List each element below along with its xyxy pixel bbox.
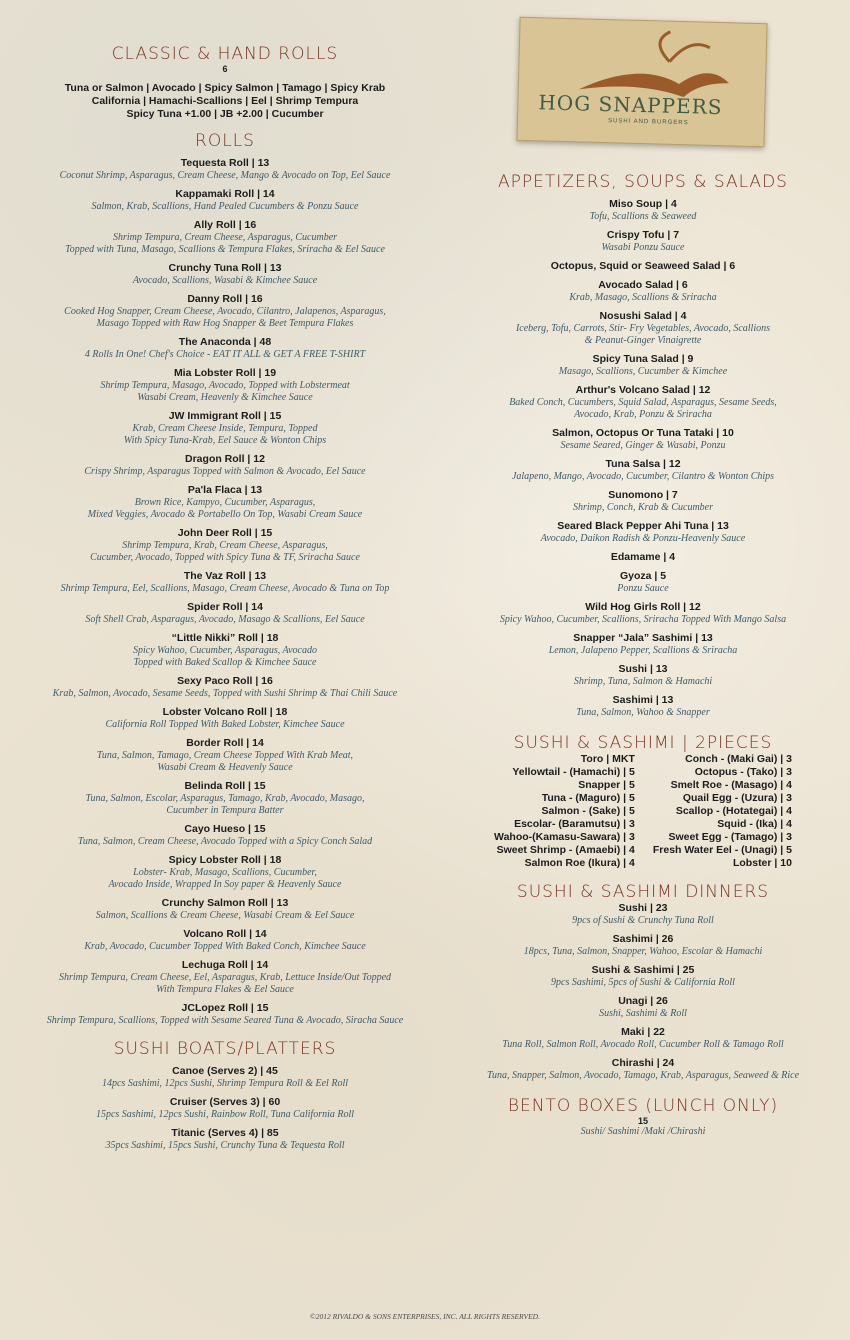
sashimi-item: Conch - (Maki Gai) | 3 [685, 753, 792, 765]
menu-item-description: Brown Rice, Kampyo, Cucumber, Asparagus, Mixed Veggies, Avocado & Portabello On Top, Wasabi Cream Sauce [87, 497, 363, 520]
menu-item [10, 780, 440, 817]
menu-item-description: Shrimp, Conch, Krab & Cucumber [573, 502, 713, 513]
menu-item-name: Danny Roll | 16 [187, 293, 263, 305]
menu-item-name: Belinda Roll | 15 [184, 780, 266, 792]
sashimi-item: Salmon - (Sake) | 5 [541, 805, 635, 817]
menu-item-name: Arthur's Volcano Salad | 12 [575, 384, 711, 396]
menu-item [10, 1127, 440, 1152]
menu-item-name: Crispy Tofu | 7 [606, 229, 680, 241]
menu-item-name: Wild Hog Girls Roll | 12 [585, 601, 701, 613]
menu-item [10, 410, 440, 447]
menu-item-description: 35pcs Sashimi, 15pcs Sushi, Crunchy Tuna & Tequesta Roll [105, 1140, 345, 1151]
menu-item [10, 632, 440, 669]
menu-item-name: Seared Black Pepper Ahi Tuna | 13 [557, 520, 729, 532]
menu-item [10, 219, 440, 256]
menu-item-description: California Roll Topped With Baked Lobster, Kimchee Sauce [105, 719, 345, 730]
sashimi-item: Lobster | 10 [732, 857, 792, 869]
menu-item-description: Sushi, Sashimi & Roll [599, 1008, 687, 1019]
menu-item [446, 260, 840, 273]
menu-item-description: Masago, Scallions, Cucumber & Kimchee [558, 366, 728, 377]
menu-item [446, 458, 840, 483]
boats-heading: SUSHI BOATS/PLATTERS [113, 1039, 337, 1059]
menu-item-description: Tuna, Salmon, Cream Cheese, Avocado Topped with a Spicy Conch Salad [77, 836, 373, 847]
menu-item-name: Crunchy Tuna Roll | 13 [168, 262, 282, 274]
menu-item-name: Spicy Lobster Roll | 18 [168, 854, 282, 866]
sashimi-item: Snapper | 5 [578, 779, 635, 791]
sashimi-item: Wahoo-(Kamasu-Sawara) | 3 [494, 831, 635, 843]
sashimi-grid [446, 753, 840, 870]
menu-item-name: “Little Nikki” Roll | 18 [171, 632, 279, 644]
menu-item-description: Jalapeno, Mango, Avocado, Cucumber, Cilantro & Wonton Chips [511, 471, 775, 482]
menu-item [10, 1065, 440, 1090]
menu-item [446, 489, 840, 514]
menu-item-description: Shrimp Tempura, Krab, Cream Cheese, Asparagus, Cucumber, Avocado, Topped with Spicy Tuna & TF, Sriracha Sauce [90, 540, 360, 563]
menu-item-name: Lobster Volcano Roll | 18 [162, 706, 288, 718]
menu-item-name: Miso Soup | 4 [609, 198, 677, 210]
menu-item-name: JW Immigrant Roll | 15 [168, 410, 282, 422]
logo-tagline: SUSHI AND BURGERS [607, 118, 689, 127]
menu-item-description: Spicy Wahoo, Cucumber, Asparagus, Avocado Topped with Baked Scallop & Kimchee Sauce [133, 645, 317, 668]
menu-item-description: Tuna, Salmon, Wahoo & Snapper [576, 707, 710, 718]
menu-item [10, 1096, 440, 1121]
right-column [446, 0, 840, 1138]
menu-item-description: Coconut Shrimp, Asparagus, Cream Cheese, Mango & Avocado on Top, Eel Sauce [59, 170, 391, 181]
menu-item-name: Dragon Roll | 12 [185, 453, 265, 465]
menu-item [446, 902, 840, 927]
menu-item-name: Volcano Roll | 14 [183, 928, 267, 940]
menu-item-description: Ponzu Sauce [617, 583, 669, 594]
menu-item-name: Tuna Salsa | 12 [605, 458, 681, 470]
sashimi-item: Scallop - (Hotategai) | 4 [675, 805, 792, 817]
menu-item-description: Spicy Wahoo, Cucumber, Scallions, Sriracha Topped With Mango Salsa [499, 614, 787, 625]
sashimi-item: Sweet Shrimp - (Amaebi) | 4 [496, 844, 635, 856]
menu-item-name: Sashimi | 26 [612, 933, 674, 945]
menu-item-description: 4 Rolls In One! Chef's Choice - EAT IT ALL & GET A FREE T-SHIRT [84, 349, 366, 360]
logo-name: HOG SNAPPERS [538, 90, 723, 120]
menu-item [446, 694, 840, 719]
menu-item-name: Sexy Paco Roll | 16 [177, 675, 273, 687]
menu-item [446, 427, 840, 452]
menu-item-name: Unagi | 26 [618, 995, 668, 1007]
appetizers-list [446, 198, 840, 719]
classic-line: Spicy Tuna +1.00 | JB +2.00 | Cucumber [126, 108, 324, 120]
menu-item-description: Tuna Roll, Salmon Roll, Avocado Roll, Cucumber Roll & Tamago Roll [502, 1039, 784, 1050]
menu-item-name: Salmon, Octopus Or Tuna Tataki | 10 [552, 427, 734, 439]
menu-item-name: Pa'la Flaca | 13 [187, 484, 263, 496]
menu-item-description: Krab, Cream Cheese Inside, Tempura, Topped With Spicy Tuna-Krab, Eel Sauce & Wonton Chips [123, 423, 327, 446]
menu-item [10, 928, 440, 953]
menu-item [446, 601, 840, 626]
menu-item-description: Krab, Avocado, Cucumber Topped With Baked Conch, Kimchee Sauce [84, 941, 366, 952]
menu-item-description: Shrimp Tempura, Cream Cheese, Asparagus, Cucumber Topped with Tuna, Masago, Scallions & Tempura Flakes, Sriracha & Eel Sauce [65, 232, 385, 255]
menu-item-name: Sunomono | 7 [608, 489, 678, 501]
menu-item-name: Maki | 22 [621, 1026, 665, 1038]
menu-item [10, 336, 440, 361]
classic-line: Tuna or Salmon | Avocado | Spicy Salmon | Tamago | Spicy Krab [64, 82, 386, 94]
menu-item-name: Edamame | 4 [610, 551, 676, 563]
menu-item-description: Shrimp Tempura, Eel, Scallions, Masago, Cream Cheese, Avocado & Tuna on Top [60, 583, 390, 594]
menu-item-description: Tuna, Salmon, Escolar, Asparagus, Tamago, Krab, Avocado, Masago, Cucumber in Tempura Batter [85, 793, 365, 816]
sashimi-item: Tuna - (Maguro) | 5 [541, 792, 635, 804]
menu-item [10, 262, 440, 287]
menu-item [10, 897, 440, 922]
menu-item [446, 279, 840, 304]
menu-item [446, 1057, 840, 1082]
menu-item-description: Salmon, Scallions & Cream Cheese, Wasabi Cream & Eel Sauce [95, 910, 355, 921]
menu-item [10, 367, 440, 404]
sashimi-item: Toro | MKT [580, 753, 635, 765]
bento-price: 15 [637, 1116, 648, 1126]
menu-item [446, 310, 840, 347]
menu-item-name: Spider Roll | 14 [187, 601, 263, 613]
menu-item-description: Lobster- Krab, Masago, Scallions, Cucumber, Avocado Inside, Wrapped In Soy paper & Heavenly Sauce [108, 867, 342, 890]
menu-item-description: 9pcs Sashimi, 5pcs of Sushi & California Roll [551, 977, 735, 988]
sashimi-right-col [653, 753, 792, 870]
menu-item-description: Iceberg, Tofu, Carrots, Stir- Fry Vegetables, Avocado, Scallions & Peanut-Ginger Vinaigrette [515, 323, 771, 346]
menu-item [10, 527, 440, 564]
menu-item [10, 737, 440, 774]
dinners-heading: SUSHI & SASHIMI DINNERS [516, 882, 770, 902]
menu-item [446, 384, 840, 421]
menu-item [446, 353, 840, 378]
menu-item-name: The Vaz Roll | 13 [183, 570, 267, 582]
classic-rolls-price: 6 [222, 64, 228, 74]
appetizers-heading: APPETIZERS, SOUPS & SALADS [498, 172, 788, 192]
menu-item-description: 15pcs Sashimi, 12pcs Sushi, Rainbow Roll, Tuna California Roll [95, 1109, 355, 1120]
menu-item-description: 14pcs Sashimi, 12pcs Sushi, Shrimp Tempura Roll & Eel Roll [101, 1078, 349, 1089]
menu-item [10, 601, 440, 626]
menu-item-description: Crispy Shrimp, Asparagus Topped with Salmon & Avocado, Eel Sauce [84, 466, 366, 477]
menu-item-description: 18pcs, Tuna, Salmon, Snapper, Wahoo, Escolar & Hamachi [523, 946, 763, 957]
menu-item [10, 453, 440, 478]
menu-item-name: Sushi & Sashimi | 25 [591, 964, 695, 976]
menu-item-description: 9pcs of Sushi & Crunchy Tuna Roll [572, 915, 714, 926]
menu-item-description: Shrimp Tempura, Masago, Avocado, Topped with Lobstermeat Wasabi Cream, Heavenly & Kimchee Sauce [100, 380, 350, 403]
menu-item [446, 632, 840, 657]
menu-item [446, 1026, 840, 1051]
menu-item-name: John Deer Roll | 15 [177, 527, 273, 539]
classic-line: California | Hamachi-Scallions | Eel | Shrimp Tempura [91, 95, 359, 107]
sashimi-item: Octopus - (Tako) | 3 [694, 766, 792, 778]
menu-item [10, 157, 440, 182]
menu-item-name: Chirashi | 24 [611, 1057, 675, 1069]
menu-item-description: Cooked Hog Snapper, Cream Cheese, Avocado, Cilantro, Jalapenos, Asparagus, Masago Topped with Raw Hog Snapper & Beet Tempura Flakes [64, 306, 386, 329]
menu-item-description: Avocado, Daikon Radish & Ponzu-Heavenly Sauce [540, 533, 746, 544]
menu-item [446, 964, 840, 989]
menu-item [10, 675, 440, 700]
menu-item-name: Mia Lobster Roll | 19 [173, 367, 277, 379]
menu-item-name: Canoe (Serves 2) | 45 [172, 1065, 278, 1077]
menu-item-description: Lemon, Jalapeno Pepper, Scallions & Sriracha [548, 645, 738, 656]
menu-item-description: Sesame Seared, Ginger & Wasabi, Ponzu [560, 440, 726, 451]
menu-item-name: Spicy Tuna Salad | 9 [592, 353, 694, 365]
sashimi-item: Salmon Roe (Ikura) | 4 [524, 857, 635, 869]
sashimi-item: Yellowtail - (Hamachi) | 5 [512, 766, 635, 778]
menu-item-name: Titanic (Serves 4) | 85 [171, 1127, 279, 1139]
left-column [10, 0, 440, 1158]
menu-item [10, 959, 440, 996]
menu-item-description: Baked Conch, Cucumbers, Squid Salad, Asparagus, Sesame Seeds, Avocado, Krab, Ponzu & Sriracha [509, 397, 777, 420]
menu-item-name: Sashimi | 13 [612, 694, 674, 706]
menu-item-name: Sushi | 23 [618, 902, 668, 914]
bento-heading: BENTO BOXES (LUNCH ONLY) [507, 1096, 779, 1116]
menu-item [10, 1002, 440, 1027]
menu-item-name: Tequesta Roll | 13 [180, 157, 270, 169]
sashimi-item: Quail Egg - (Uzura) | 3 [682, 792, 792, 804]
menu-item-name: Lechuga Roll | 14 [181, 959, 269, 971]
dinners-list [446, 902, 840, 1082]
menu-item [446, 229, 840, 254]
menu-item-name: JCLopez Roll | 15 [181, 1002, 269, 1014]
menu-item-name: Ally Roll | 16 [193, 219, 257, 231]
sashimi-left-col [494, 753, 635, 870]
menu-item-description: Avocado, Scallions, Wasabi & Kimchee Sauce [132, 275, 318, 286]
sashimi-heading: SUSHI & SASHIMI | 2PIECES [513, 733, 773, 753]
sashimi-item: Escolar- (Baramutsu) | 3 [514, 818, 635, 830]
rolls-heading: ROLLS [195, 131, 255, 151]
menu-item-name: The Anaconda | 48 [178, 336, 272, 348]
menu-item-name: Gyoza | 5 [619, 570, 667, 582]
menu-item-name: Kappamaki Roll | 14 [175, 188, 275, 200]
menu-item [446, 520, 840, 545]
menu-item-name: Nosushi Salad | 4 [599, 310, 687, 322]
menu-item [446, 933, 840, 958]
menu-item [10, 854, 440, 891]
menu-item [446, 663, 840, 688]
menu-item [10, 823, 440, 848]
menu-item-name: Cayo Hueso | 15 [184, 823, 266, 835]
menu-item-description: Wasabi Ponzu Sauce [601, 242, 685, 253]
menu-item-description: Krab, Masago, Scallions & Sriracha [569, 292, 717, 303]
menu-item-name: Sushi | 13 [618, 663, 668, 675]
menu-item-name: Octopus, Squid or Seaweed Salad | 6 [550, 260, 736, 272]
menu-item-description: Soft Shell Crab, Asparagus, Avocado, Masago & Scallions, Eel Sauce [85, 614, 365, 625]
classic-rolls-heading: CLASSIC & HAND ROLLS [111, 44, 339, 64]
menu-item [446, 995, 840, 1020]
menu-item [446, 551, 840, 564]
menu-item [10, 570, 440, 595]
menu-item-description: Tuna, Snapper, Salmon, Avocado, Tamago, Krab, Asparagus, Seaweed & Rice [486, 1070, 800, 1081]
menu-item-name: Avocado Salad | 6 [598, 279, 688, 291]
menu-item-description: Krab, Salmon, Avocado, Sesame Seeds, Topped with Sushi Shrimp & Thai Chili Sauce [52, 688, 398, 699]
sashimi-item: Fresh Water Eel - (Unagi) | 5 [652, 844, 792, 856]
sashimi-item: Squid - (Ika) | 4 [717, 818, 792, 830]
menu-item [446, 198, 840, 223]
menu-item [10, 293, 440, 330]
menu-item [10, 706, 440, 731]
copyright: ©2012 RIVALDO & SONS ENTERPRISES, INC. ALL RIGHTS RESERVED. [310, 1312, 540, 1321]
menu-item-description: Tuna, Salmon, Tamago, Cream Cheese Topped With Krab Meat, Wasabi Cream & Heavenly Sauce [96, 750, 354, 773]
menu-item-name: Snapper “Jala” Sashimi | 13 [573, 632, 713, 644]
menu-item-description: Tofu, Scallions & Seaweed [589, 211, 697, 222]
menu-item [10, 484, 440, 521]
menu-item-description: Shrimp, Tuna, Salmon & Hamachi [573, 676, 713, 687]
bento-desc: Sushi/ Sashimi /Maki /Chirashi [580, 1126, 706, 1137]
menu-item-description: Shrimp Tempura, Cream Cheese, Eel, Asparagus, Krab, Lettuce Inside/Out Topped With Tempura Flakes & Eel Sauce [58, 972, 392, 995]
sashimi-item: Smelt Roe - (Masago) | 4 [670, 779, 792, 791]
menu-item-description: Shrimp Tempura, Scallions, Topped with Sesame Seared Tuna & Avocado, Siracha Sauce [46, 1015, 404, 1026]
menu-item-description: Salmon, Krab, Scallions, Hand Pealed Cucumbers & Ponzu Sauce [91, 201, 359, 212]
menu-item [10, 188, 440, 213]
rolls-list [10, 157, 440, 1027]
sashimi-item: Sweet Egg - (Tamago) | 3 [668, 831, 792, 843]
menu-item-name: Crunchy Salmon Roll | 13 [161, 897, 289, 909]
menu-item [446, 570, 840, 595]
menu-item-name: Border Roll | 14 [186, 737, 264, 749]
boats-list [10, 1065, 440, 1152]
menu-item-name: Cruiser (Serves 3) | 60 [169, 1096, 281, 1108]
